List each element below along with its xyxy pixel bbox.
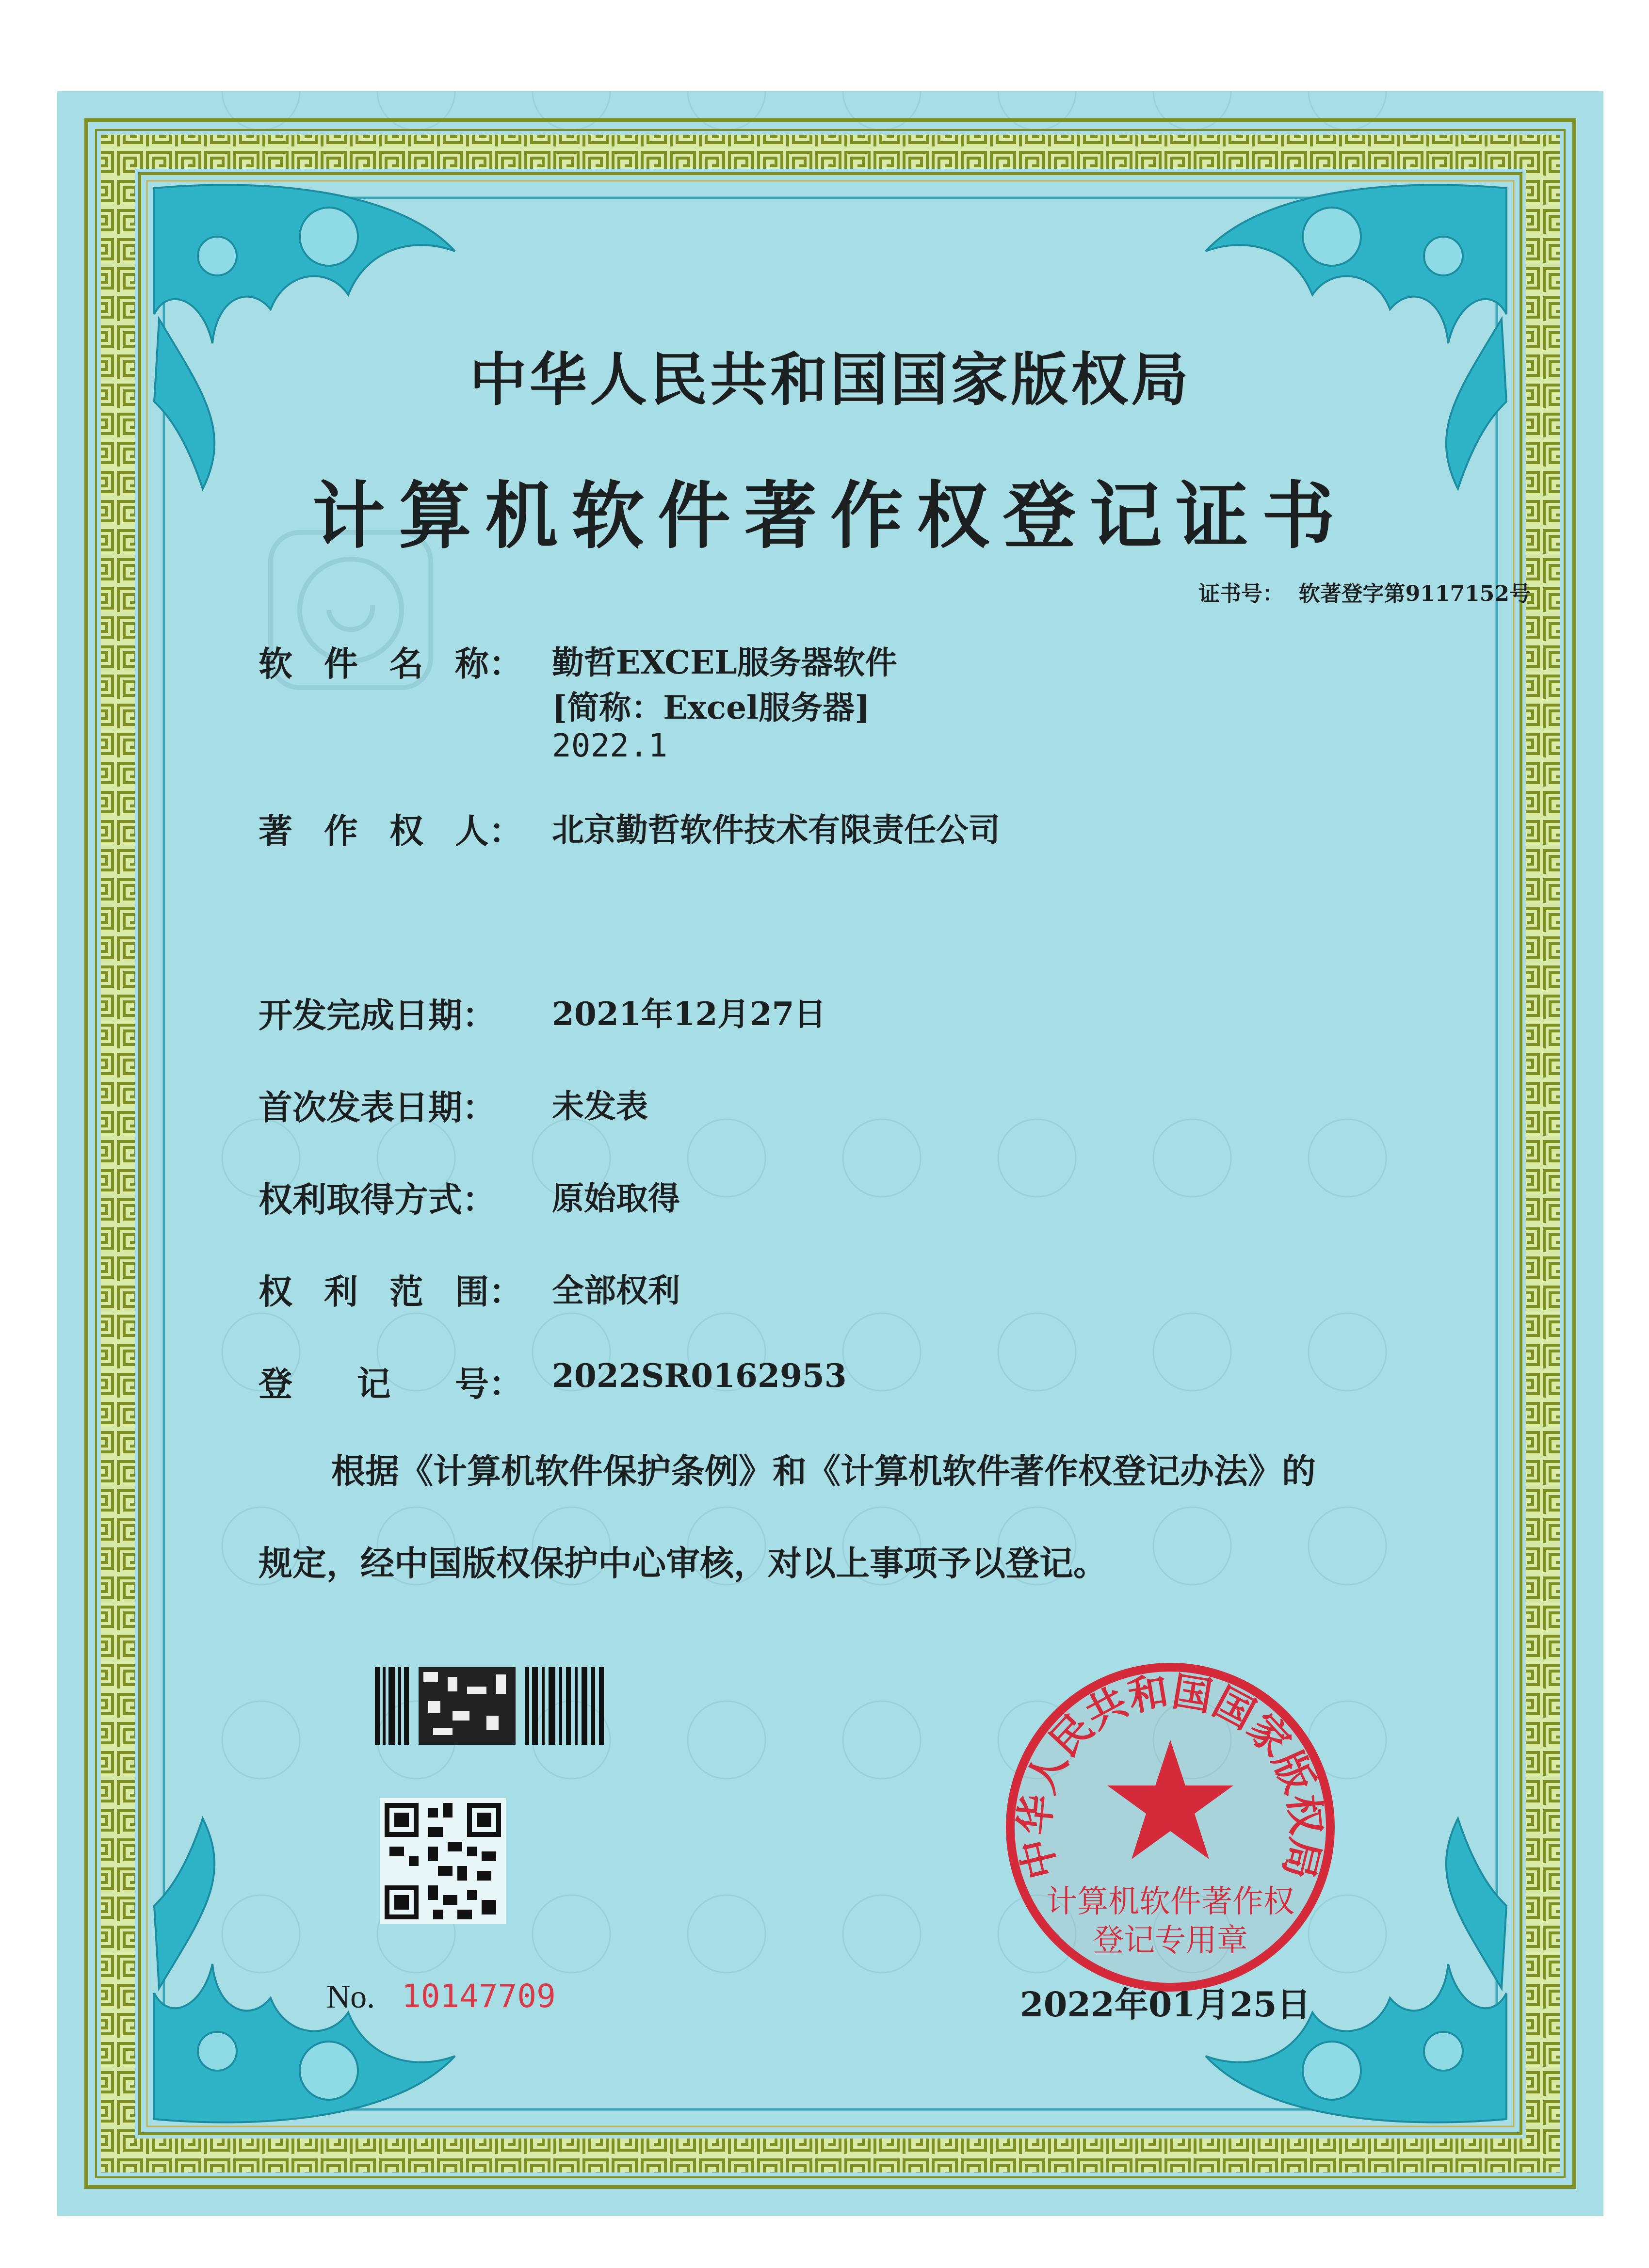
label-publish-date: 首次发表日期： bbox=[259, 1087, 496, 1127]
certificate bbox=[57, 91, 1603, 2216]
serial-number-label: No. bbox=[326, 1978, 375, 2015]
official-seal bbox=[996, 1653, 1345, 2002]
barcode-icon bbox=[375, 1667, 608, 1745]
publish-date-value: 未发表 bbox=[552, 1087, 648, 1125]
label-scope: 权 利 范 围： bbox=[259, 1271, 523, 1312]
certificate-number-value: 软著登字第9117152号 bbox=[1298, 581, 1531, 606]
certificate-number bbox=[1198, 576, 1531, 607]
software-name-line1: 勤哲EXCEL服务器软件 bbox=[552, 643, 897, 681]
label-owner: 著 作 权 人： bbox=[259, 811, 523, 851]
seal-ring-text: 中华人民共和国国家版权局 bbox=[1011, 1668, 1329, 1883]
software-version: 2022.1 bbox=[552, 727, 668, 764]
issue-date: 2022年01月25日 bbox=[1020, 1984, 1311, 2025]
label-software-name: 软 件 名 称： bbox=[259, 643, 523, 684]
reg-no-value: 2022SR0162953 bbox=[552, 1357, 847, 1395]
statement-line1: 根据《计算机软件保护条例》和《计算机软件著作权登记办法》的 bbox=[331, 1451, 1316, 1491]
qr-code-icon bbox=[380, 1798, 506, 1924]
label-reg-no: 登 记 号： bbox=[259, 1364, 523, 1404]
label-completion-date: 开发完成日期： bbox=[259, 995, 496, 1035]
software-name-line2: [简称：Excel服务器] bbox=[552, 689, 870, 726]
label-acquire-method: 权利取得方式： bbox=[259, 1179, 496, 1220]
serial-number-value: 10147709 bbox=[402, 1978, 556, 2015]
scope-value: 全部权利 bbox=[552, 1271, 680, 1309]
certificate-number-label: 证书号： bbox=[1198, 581, 1284, 606]
statement-line2: 规定，经中国版权保护中心审核，对以上事项予以登记。 bbox=[259, 1543, 1107, 1583]
completion-date-value: 2021年12月27日 bbox=[552, 995, 826, 1033]
seal-line1: 计算机软件著作权 bbox=[1046, 1884, 1294, 1920]
owner-value: 北京勤哲软件技术有限责任公司 bbox=[552, 811, 1000, 849]
certificate-title: 计算机软件著作权登记证书 bbox=[312, 473, 1348, 559]
issuing-authority: 中华人民共和国国家版权局 bbox=[469, 346, 1191, 413]
acquire-method-value: 原始取得 bbox=[552, 1179, 680, 1217]
seal-line2: 登记专用章 bbox=[1093, 1923, 1248, 1959]
